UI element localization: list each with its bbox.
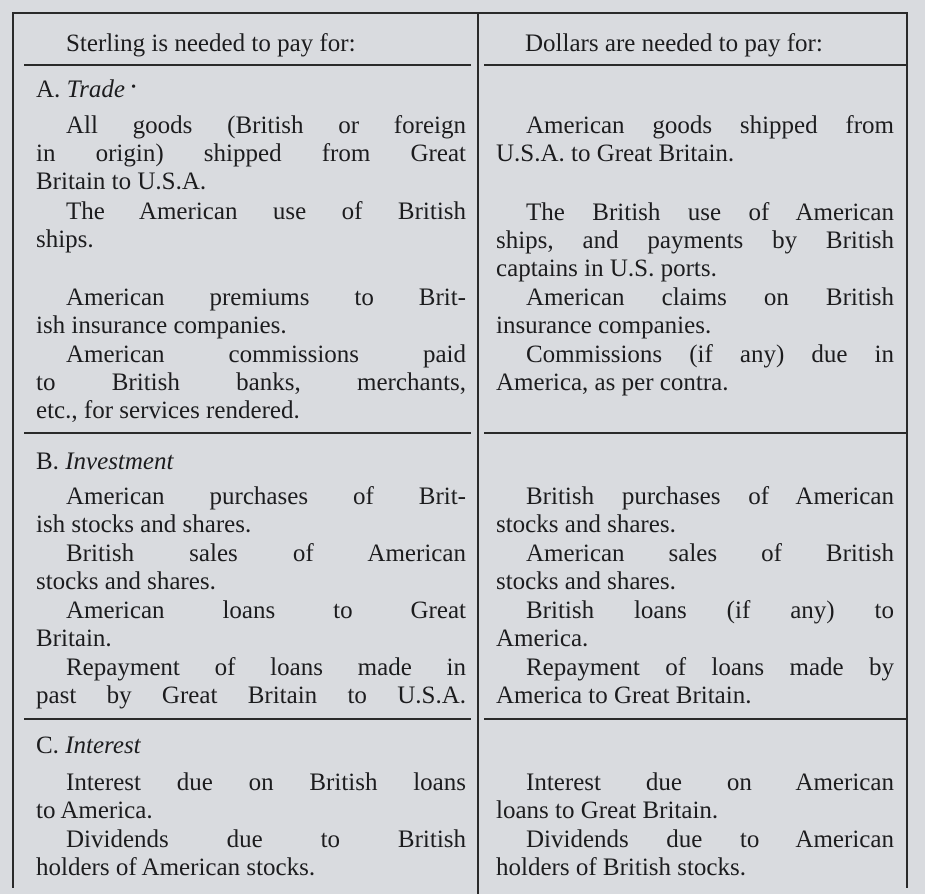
text-line: America. <box>496 625 589 652</box>
text-line: Interest due on British loans <box>66 769 466 796</box>
text-line: All goods (British or foreign <box>66 112 466 139</box>
text-line: U.S.A. to Great Britain. <box>496 140 735 167</box>
text-line: insurance companies. <box>496 312 712 339</box>
section-rule-left <box>24 718 471 720</box>
text-line: etc., for services rendered. <box>36 397 300 424</box>
text-line: ish insurance companies. <box>36 312 287 339</box>
text-line: Dividends due to American <box>526 826 894 853</box>
text-line: Interest due on American <box>526 769 894 796</box>
header-rule-right <box>484 64 906 66</box>
text-line: British purchases of American <box>526 483 894 510</box>
text-line: American claims on British <box>526 284 894 311</box>
text-line: American sales of British <box>526 540 894 567</box>
header-rule-left <box>24 64 471 66</box>
text-line: stocks and shares. <box>496 511 676 538</box>
text-line: British sales of American <box>66 540 466 567</box>
text-line: loans to Great Britain. <box>496 797 719 824</box>
text-line: American loans to Great <box>66 597 466 624</box>
text-line: American goods shipped from <box>526 112 894 139</box>
text-line: Repayment of loans made by <box>526 654 894 681</box>
text-line: in origin) shipped from Great <box>36 140 466 167</box>
text-line: American premiums to Brit- <box>66 284 466 311</box>
text-line: British loans (if any) to <box>526 597 894 624</box>
text-line: The British use of American <box>526 199 894 226</box>
text-line: captains in U.S. ports. <box>496 255 717 282</box>
text-line: Dividends due to British <box>66 826 466 853</box>
text-line: Commissions (if any) due in <box>526 341 894 368</box>
text-line: ships, and payments by British <box>496 227 894 254</box>
section-rule-right <box>484 432 906 434</box>
text-line: past by Great Britain to U.S.A. <box>36 682 466 709</box>
section-heading-interest: C. Interest <box>36 732 141 759</box>
text-line: ships. <box>36 226 94 253</box>
text-line: The American use of British <box>66 198 466 225</box>
text-line: to British banks, merchants, <box>36 369 466 396</box>
section-heading-investment: B. Investment <box>36 448 174 475</box>
text-line: stocks and shares. <box>496 568 676 595</box>
text-line: Britain. <box>36 625 112 652</box>
text-line: Repayment of loans made in <box>66 654 466 681</box>
column-divider <box>477 12 479 894</box>
text-line: to America. <box>36 797 153 824</box>
text-line: stocks and shares. <box>36 568 216 595</box>
text-line: holders of British stocks. <box>496 854 746 881</box>
header-sterling: Sterling is needed to pay for: <box>66 30 356 57</box>
text-line: American purchases of Brit- <box>66 483 466 510</box>
text-line: Britain to U.S.A. <box>36 168 207 195</box>
section-heading-trade: A. Trade • <box>36 76 137 103</box>
text-line: America, as per contra. <box>496 369 729 396</box>
section-rule-left <box>24 432 471 434</box>
text-line: American commissions paid <box>66 341 466 368</box>
text-line: America to Great Britain. <box>496 682 752 709</box>
text-line: holders of American stocks. <box>36 854 316 881</box>
header-dollars: Dollars are needed to pay for: <box>525 30 823 57</box>
text-line: ish stocks and shares. <box>36 511 252 538</box>
section-rule-right <box>484 718 906 720</box>
